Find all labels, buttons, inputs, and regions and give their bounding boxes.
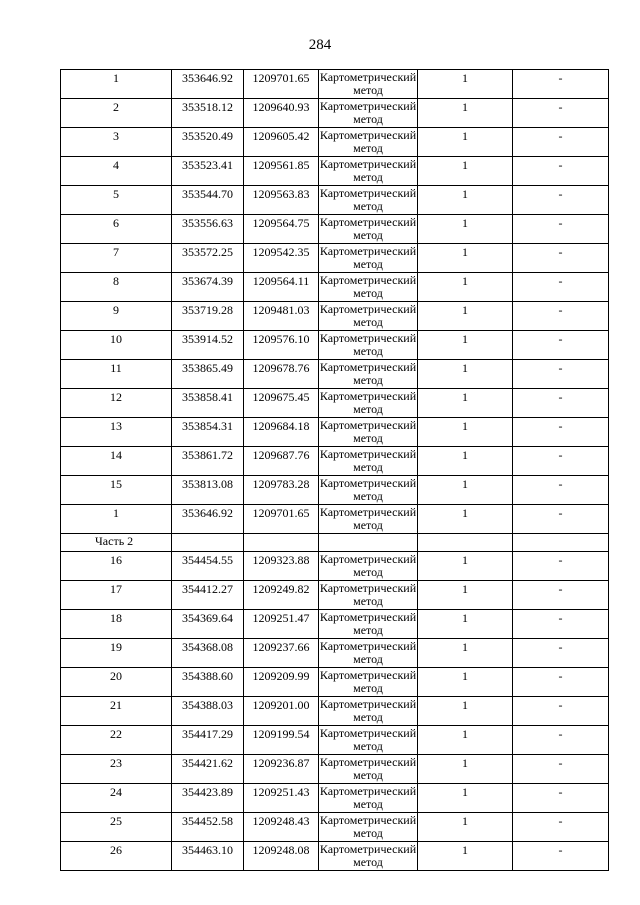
y-coordinate-cell: 1209251.47 — [244, 610, 319, 639]
method-cell: Картометрический метод — [319, 697, 417, 724]
table-row — [61, 476, 609, 505]
note-cell: - — [513, 813, 609, 842]
table-row — [61, 755, 609, 784]
point-number-cell: 23 — [61, 755, 172, 784]
accuracy-cell: 1 — [418, 157, 513, 186]
y-coordinate-cell: 1209248.08 — [244, 842, 319, 871]
point-number-cell: 20 — [61, 668, 172, 697]
y-coordinate-cell: 1209561.85 — [244, 157, 319, 186]
point-number-cell: 9 — [61, 302, 172, 331]
table-row — [61, 389, 609, 418]
method-cell: Картометрический метод — [319, 668, 417, 695]
accuracy-cell: 1 — [418, 668, 513, 697]
point-number-cell: 17 — [61, 581, 172, 610]
accuracy-cell: 1 — [418, 99, 513, 128]
coordinates-table — [60, 69, 609, 871]
note-cell: - — [513, 697, 609, 726]
method-cell: Картометрический метод — [319, 755, 417, 782]
x-coordinate-cell: 353646.92 — [172, 505, 244, 534]
point-number-cell: 15 — [61, 476, 172, 505]
table-row — [61, 842, 609, 871]
note-cell: - — [513, 784, 609, 813]
point-number-cell: 4 — [61, 157, 172, 186]
accuracy-cell: 1 — [418, 552, 513, 581]
part-label: Часть 2 — [61, 534, 172, 552]
point-number-cell: 2 — [61, 99, 172, 128]
x-coordinate-cell: 353556.63 — [172, 215, 244, 244]
x-coordinate-cell: 353646.92 — [172, 70, 244, 99]
method-cell: Картометрический метод — [319, 215, 417, 242]
accuracy-cell: 1 — [418, 418, 513, 447]
empty-cell — [172, 534, 244, 552]
x-coordinate-cell: 354454.55 — [172, 552, 244, 581]
note-cell: - — [513, 360, 609, 389]
table-row — [61, 505, 609, 534]
table-row — [61, 331, 609, 360]
empty-cell — [418, 534, 513, 552]
table-row — [61, 99, 609, 128]
accuracy-cell: 1 — [418, 581, 513, 610]
note-cell: - — [513, 215, 609, 244]
method-cell: Картометрический метод — [319, 476, 417, 503]
y-coordinate-cell: 1209605.42 — [244, 128, 319, 157]
table-row — [61, 360, 609, 389]
empty-cell — [319, 534, 418, 552]
y-coordinate-cell: 1209640.93 — [244, 99, 319, 128]
note-cell: - — [513, 842, 609, 871]
y-coordinate-cell: 1209564.11 — [244, 273, 319, 302]
note-cell: - — [513, 505, 609, 534]
method-cell: Картометрический метод — [319, 581, 417, 608]
note-cell: - — [513, 70, 609, 99]
point-number-cell: 12 — [61, 389, 172, 418]
note-cell: - — [513, 755, 609, 784]
point-number-cell: 11 — [61, 360, 172, 389]
x-coordinate-cell: 354452.58 — [172, 813, 244, 842]
y-coordinate-cell: 1209675.45 — [244, 389, 319, 418]
method-cell: Картометрический метод — [319, 726, 417, 753]
x-coordinate-cell: 353914.52 — [172, 331, 244, 360]
table-row — [61, 581, 609, 610]
method-cell: Картометрический метод — [319, 813, 417, 840]
accuracy-cell: 1 — [418, 842, 513, 871]
y-coordinate-cell: 1209542.35 — [244, 244, 319, 273]
y-coordinate-cell: 1209236.87 — [244, 755, 319, 784]
x-coordinate-cell: 353523.41 — [172, 157, 244, 186]
y-coordinate-cell: 1209248.43 — [244, 813, 319, 842]
table-row — [61, 244, 609, 273]
note-cell: - — [513, 128, 609, 157]
accuracy-cell: 1 — [418, 302, 513, 331]
x-coordinate-cell: 353854.31 — [172, 418, 244, 447]
y-coordinate-cell: 1209201.00 — [244, 697, 319, 726]
table-row — [61, 784, 609, 813]
table-row — [61, 813, 609, 842]
note-cell: - — [513, 331, 609, 360]
table-row — [61, 128, 609, 157]
accuracy-cell: 1 — [418, 447, 513, 476]
accuracy-cell: 1 — [418, 70, 513, 99]
table-row — [61, 273, 609, 302]
accuracy-cell: 1 — [418, 389, 513, 418]
accuracy-cell: 1 — [418, 476, 513, 505]
note-cell: - — [513, 610, 609, 639]
method-cell: Картометрический метод — [319, 157, 417, 184]
accuracy-cell: 1 — [418, 186, 513, 215]
point-number-cell: 13 — [61, 418, 172, 447]
accuracy-cell: 1 — [418, 639, 513, 668]
point-number-cell: 1 — [61, 505, 172, 534]
note-cell: - — [513, 302, 609, 331]
empty-cell — [244, 534, 319, 552]
y-coordinate-cell: 1209199.54 — [244, 726, 319, 755]
x-coordinate-cell: 354369.64 — [172, 610, 244, 639]
y-coordinate-cell: 1209564.75 — [244, 215, 319, 244]
x-coordinate-cell: 353572.25 — [172, 244, 244, 273]
x-coordinate-cell: 353520.49 — [172, 128, 244, 157]
table-row — [61, 668, 609, 697]
coordinates-table-body — [61, 70, 609, 871]
point-number-cell: 24 — [61, 784, 172, 813]
table-row — [61, 302, 609, 331]
method-cell: Картометрический метод — [319, 331, 417, 358]
x-coordinate-cell: 354421.62 — [172, 755, 244, 784]
method-cell: Картометрический метод — [319, 128, 417, 155]
point-number-cell: 7 — [61, 244, 172, 273]
accuracy-cell: 1 — [418, 505, 513, 534]
point-number-cell: 6 — [61, 215, 172, 244]
method-cell: Картометрический метод — [319, 360, 417, 387]
note-cell: - — [513, 418, 609, 447]
x-coordinate-cell: 353518.12 — [172, 99, 244, 128]
table-row — [61, 552, 609, 581]
x-coordinate-cell: 354368.08 — [172, 639, 244, 668]
point-number-cell: 25 — [61, 813, 172, 842]
method-cell: Картометрический метод — [319, 186, 417, 213]
x-coordinate-cell: 354388.03 — [172, 697, 244, 726]
method-cell: Картометрический метод — [319, 610, 417, 637]
x-coordinate-cell: 353861.72 — [172, 447, 244, 476]
x-coordinate-cell: 354412.27 — [172, 581, 244, 610]
note-cell: - — [513, 726, 609, 755]
point-number-cell: 3 — [61, 128, 172, 157]
method-cell: Картометрический метод — [319, 302, 417, 329]
point-number-cell: 18 — [61, 610, 172, 639]
accuracy-cell: 1 — [418, 610, 513, 639]
note-cell: - — [513, 552, 609, 581]
point-number-cell: 16 — [61, 552, 172, 581]
point-number-cell: 22 — [61, 726, 172, 755]
table-row — [61, 726, 609, 755]
y-coordinate-cell: 1209687.76 — [244, 447, 319, 476]
note-cell: - — [513, 186, 609, 215]
point-number-cell: 8 — [61, 273, 172, 302]
note-cell: - — [513, 157, 609, 186]
accuracy-cell: 1 — [418, 813, 513, 842]
table-row — [61, 157, 609, 186]
table-row — [61, 215, 609, 244]
accuracy-cell: 1 — [418, 244, 513, 273]
method-cell: Картометрический метод — [319, 505, 417, 532]
x-coordinate-cell: 353865.49 — [172, 360, 244, 389]
x-coordinate-cell: 354463.10 — [172, 842, 244, 871]
empty-cell — [513, 534, 609, 552]
table-row — [61, 70, 609, 99]
y-coordinate-cell: 1209249.82 — [244, 581, 319, 610]
table-row — [61, 610, 609, 639]
part-header-row — [61, 534, 609, 552]
point-number-cell: 19 — [61, 639, 172, 668]
y-coordinate-cell: 1209563.83 — [244, 186, 319, 215]
note-cell: - — [513, 273, 609, 302]
note-cell: - — [513, 447, 609, 476]
note-cell: - — [513, 668, 609, 697]
y-coordinate-cell: 1209783.28 — [244, 476, 319, 505]
table-row — [61, 447, 609, 476]
y-coordinate-cell: 1209701.65 — [244, 505, 319, 534]
accuracy-cell: 1 — [418, 755, 513, 784]
x-coordinate-cell: 353813.08 — [172, 476, 244, 505]
method-cell: Картометрический метод — [319, 784, 417, 811]
point-number-cell: 26 — [61, 842, 172, 871]
point-number-cell: 14 — [61, 447, 172, 476]
x-coordinate-cell: 353858.41 — [172, 389, 244, 418]
accuracy-cell: 1 — [418, 331, 513, 360]
method-cell: Картометрический метод — [319, 70, 417, 97]
point-number-cell: 10 — [61, 331, 172, 360]
method-cell: Картометрический метод — [319, 552, 417, 579]
accuracy-cell: 1 — [418, 273, 513, 302]
table-row — [61, 697, 609, 726]
note-cell: - — [513, 389, 609, 418]
y-coordinate-cell: 1209684.18 — [244, 418, 319, 447]
x-coordinate-cell: 353544.70 — [172, 186, 244, 215]
y-coordinate-cell: 1209209.99 — [244, 668, 319, 697]
x-coordinate-cell: 354423.89 — [172, 784, 244, 813]
method-cell: Картометрический метод — [319, 639, 417, 666]
note-cell: - — [513, 581, 609, 610]
table-row — [61, 186, 609, 215]
accuracy-cell: 1 — [418, 784, 513, 813]
note-cell: - — [513, 639, 609, 668]
note-cell: - — [513, 99, 609, 128]
note-cell: - — [513, 476, 609, 505]
point-number-cell: 1 — [61, 70, 172, 99]
method-cell: Картометрический метод — [319, 244, 417, 271]
method-cell: Картометрический метод — [319, 273, 417, 300]
x-coordinate-cell: 353719.28 — [172, 302, 244, 331]
point-number-cell: 21 — [61, 697, 172, 726]
table-row — [61, 639, 609, 668]
y-coordinate-cell: 1209481.03 — [244, 302, 319, 331]
method-cell: Картометрический метод — [319, 99, 417, 126]
accuracy-cell: 1 — [418, 726, 513, 755]
x-coordinate-cell: 353674.39 — [172, 273, 244, 302]
y-coordinate-cell: 1209237.66 — [244, 639, 319, 668]
point-number-cell: 5 — [61, 186, 172, 215]
method-cell: Картометрический метод — [319, 389, 417, 416]
accuracy-cell: 1 — [418, 697, 513, 726]
y-coordinate-cell: 1209701.65 — [244, 70, 319, 99]
page-number: 284 — [308, 37, 332, 53]
method-cell: Картометрический метод — [319, 447, 417, 474]
y-coordinate-cell: 1209678.76 — [244, 360, 319, 389]
note-cell: - — [513, 244, 609, 273]
accuracy-cell: 1 — [418, 215, 513, 244]
method-cell: Картометрический метод — [319, 418, 417, 445]
accuracy-cell: 1 — [418, 128, 513, 157]
y-coordinate-cell: 1209251.43 — [244, 784, 319, 813]
y-coordinate-cell: 1209576.10 — [244, 331, 319, 360]
x-coordinate-cell: 354417.29 — [172, 726, 244, 755]
y-coordinate-cell: 1209323.88 — [244, 552, 319, 581]
x-coordinate-cell: 354388.60 — [172, 668, 244, 697]
table-row — [61, 418, 609, 447]
accuracy-cell: 1 — [418, 360, 513, 389]
method-cell: Картометрический метод — [319, 842, 417, 869]
